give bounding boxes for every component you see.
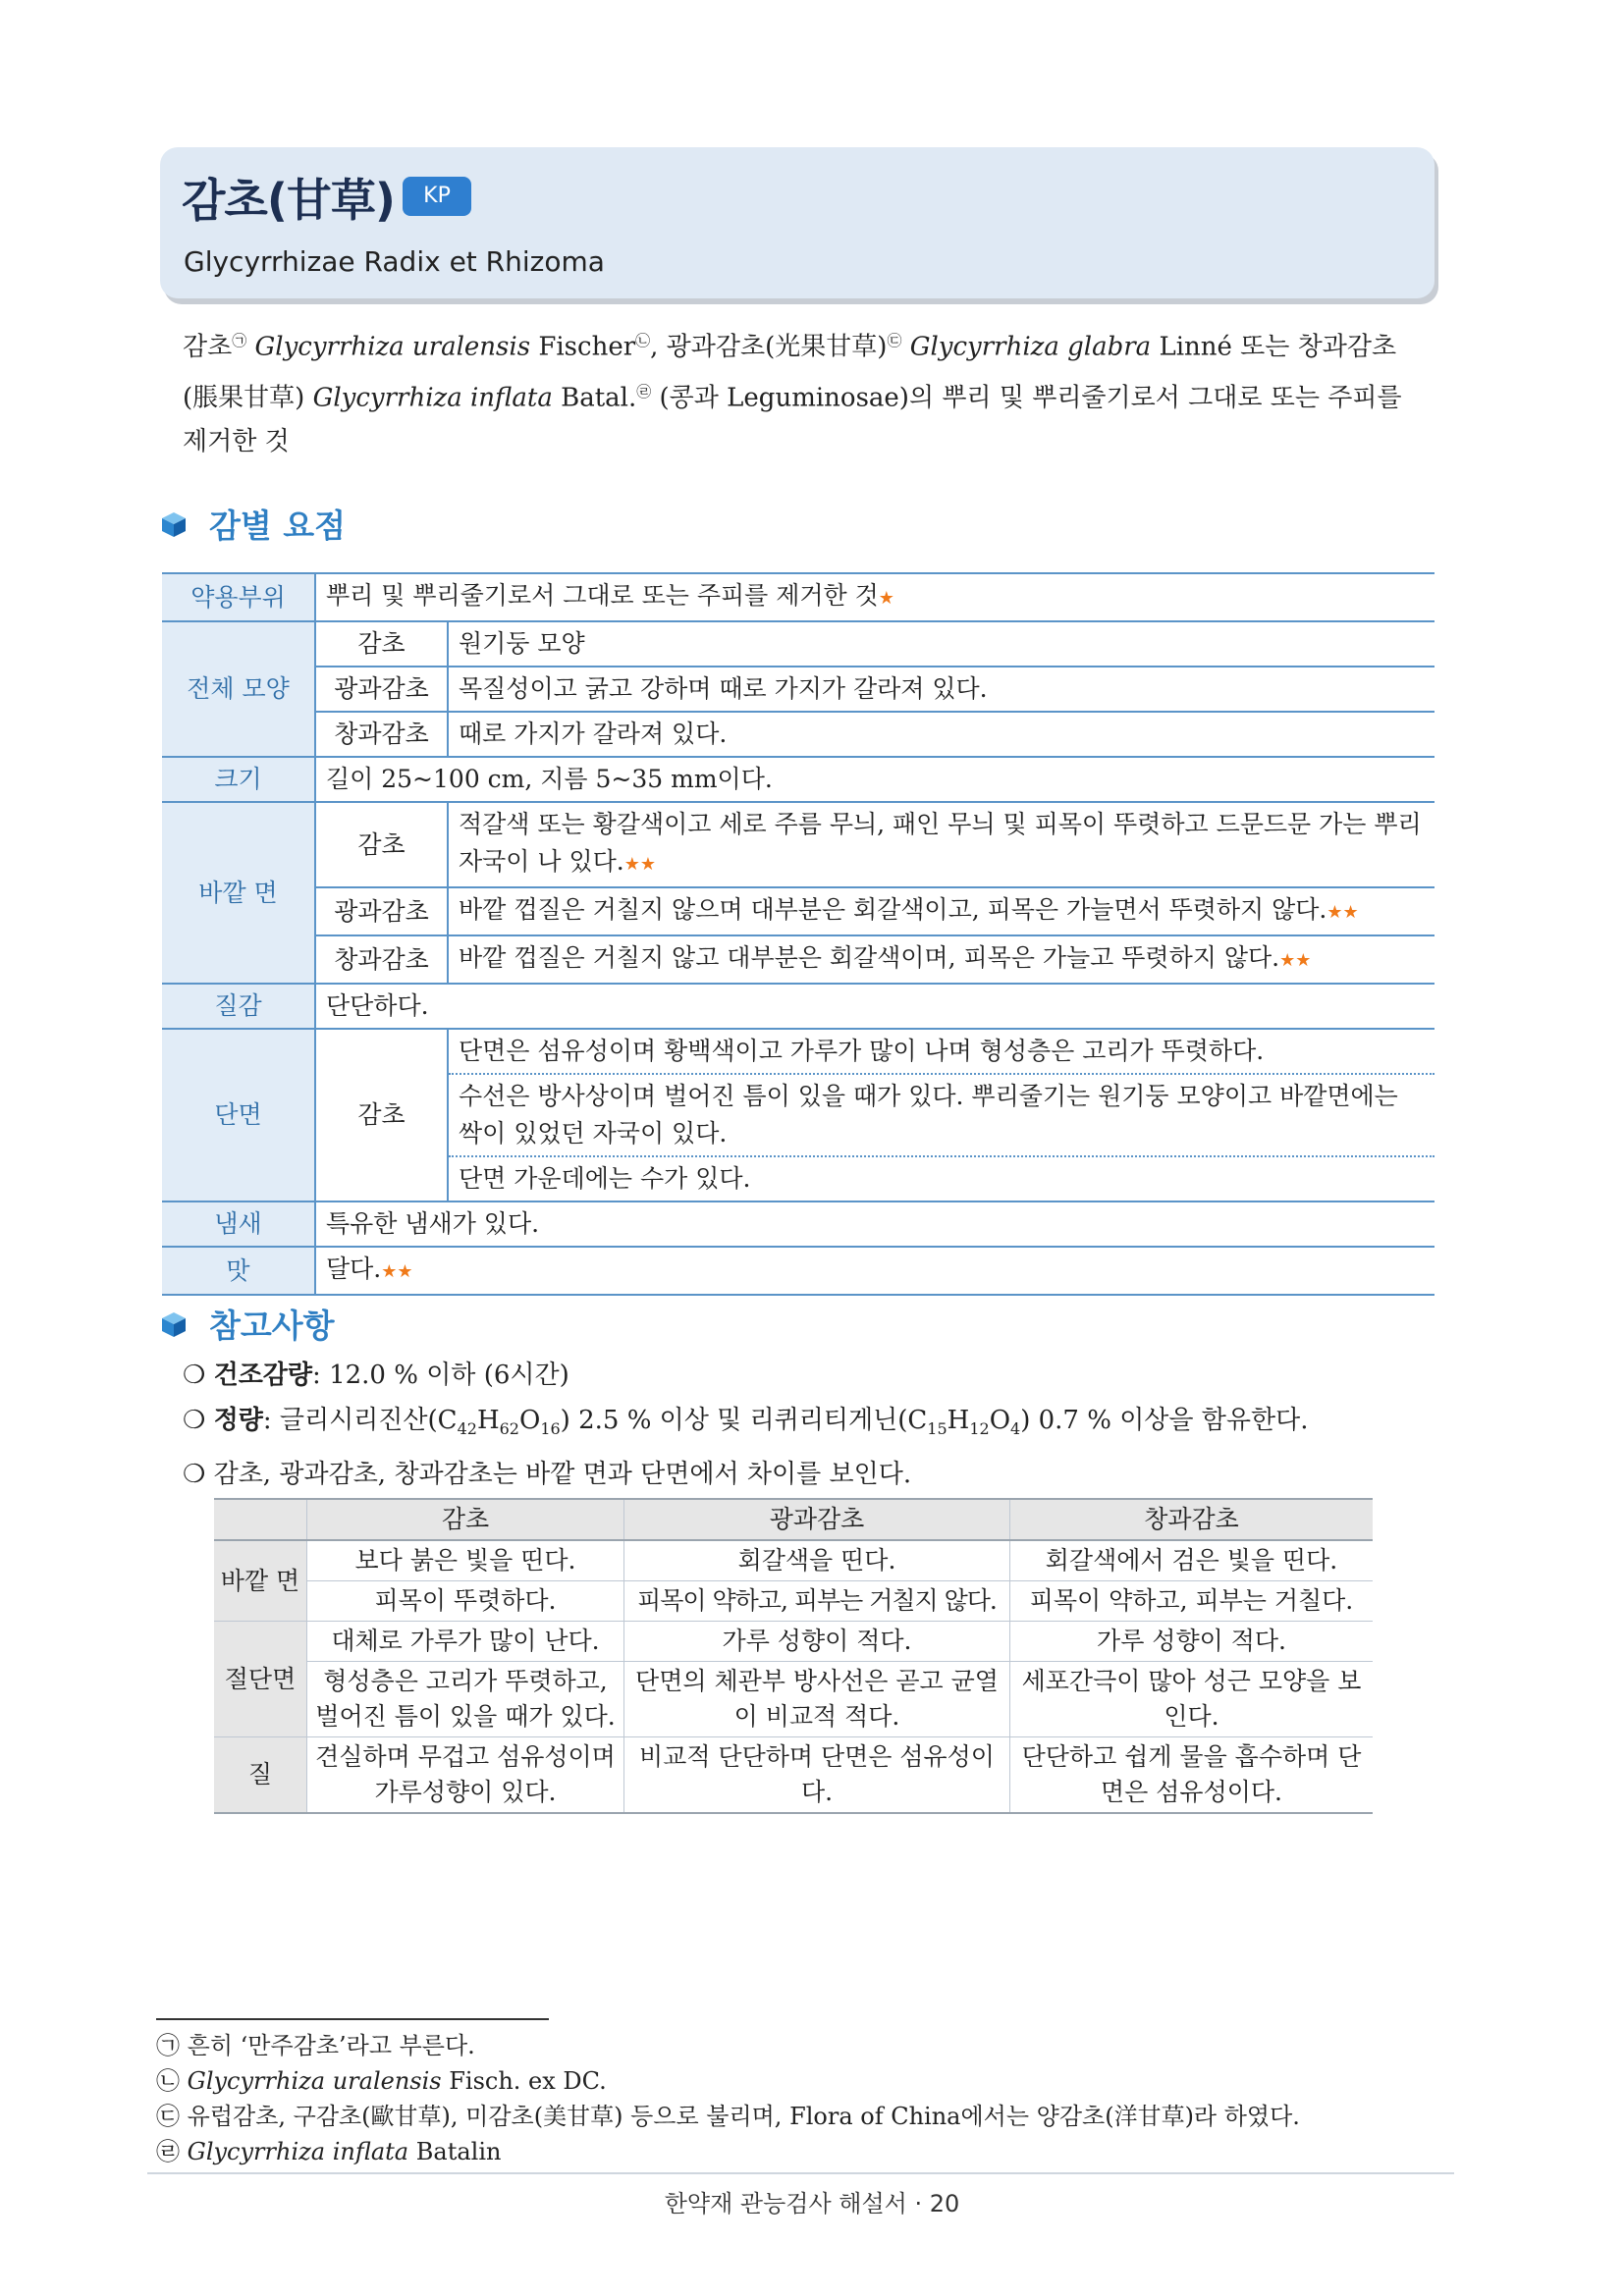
table-row [162,573,1435,621]
table-cell: 피목이 약하고, 피부는 거칠다. [1010,1581,1374,1622]
row-value: 단단하다. [315,984,1435,1029]
row-label: 질감 [162,984,315,1029]
star-icon: ★★ [623,854,657,875]
footnotes [156,2028,1300,2169]
sub-label: 감초 [315,1029,448,1201]
table-cell: 회갈색에서 검은 빛을 띤다. [1010,1540,1374,1581]
row-value: 단면 가운데에는 수가 있다. [448,1156,1435,1201]
table-row [162,1247,1435,1295]
table-row [162,984,1435,1029]
intro-paragraph: 감초㉠ Glycyrrhiza uralensis Fischer㉡, 광과감초(光果甘草)㉢ Glycyrrhiza glabra Linné 또는 창과감초(脹果甘草) Glycyrrhiza inflata Batal.㉣ (콩과 Leguminosae)의 뿌리 및 뿌리줄기로서 그대로 또는 주피를 제거한 것 [183,332,1402,457]
table-row [162,712,1435,757]
table-cell: 형성층은 고리가 뚜렷하고, 벌어진 틈이 있을 때가 있다. [307,1662,624,1737]
section-title-identification: 감별 요점 [209,507,347,545]
table-cell: 회갈색을 띤다. [624,1540,1010,1581]
title-banner [160,147,1435,298]
note-assay: ❍ 정량: 글리시리진산$(C_{42}H_{62}O_{16})$ 2.5 % 이상 및 리퀴리티게닌$(C_{15}H_{12}O_4)$ 0.7 % 이상을 함유한다. [183,1406,1309,1439]
column-header: 창과감초 [1010,1499,1374,1540]
star-icon: ★★ [381,1261,413,1282]
table-header-row [214,1499,1373,1540]
table-cell: 보다 붉은 빛을 띤다. [307,1540,624,1581]
footnote: ㉢ 유럽감초, 구감초(歐甘草), 미감초(美甘草) 등으로 불리며, Flora of China에서는 양감초(洋甘草)라 하였다. [156,2103,1300,2130]
sub-label: 광과감초 [315,887,448,935]
column-header: 감초 [307,1499,624,1540]
table-row [214,1581,1373,1622]
sub-label: 감초 [315,621,448,667]
row-label: 단면 [162,1029,315,1201]
footnote-divider [156,2018,549,2020]
comparison-table [214,1498,1373,1814]
table-cell: 피목이 뚜렷하다. [307,1581,624,1622]
table-row [162,802,1435,887]
row-label: 바깥 면 [162,802,315,984]
identification-table [162,572,1435,1296]
table-row [162,1029,1435,1074]
section-title-reference: 참고사항 [209,1307,335,1345]
footnote: ㉡ Glycyrrhiza uralensis Fisch. ex DC. [156,2067,607,2095]
row-header: 절단면 [214,1622,307,1737]
row-label: 맛 [162,1247,315,1295]
table-cell: 세포간극이 많아 성근 모양을 보인다. [1010,1662,1374,1737]
table-row [162,757,1435,802]
kp-badge: KP [403,177,471,216]
section-identification [160,501,346,547]
table-cell: 견실하며 무겁고 섬유성이며 가루성향이 있다. [307,1737,624,1814]
section-reference [160,1301,335,1347]
table-cell: 가루 성향이 적다. [1010,1622,1374,1662]
table-cell: 가루 성향이 적다. [624,1622,1010,1662]
footnote: ㉠ 흔히 ‘만주감초’라고 부른다. [156,2032,475,2059]
row-value: 달다.★★ [315,1247,1435,1295]
row-header: 질 [214,1737,307,1814]
sub-label: 광과감초 [315,667,448,712]
table-cell: 피목이 약하고, 피부는 거칠지 않다. [624,1581,1010,1622]
table-row [214,1540,1373,1581]
row-header: 바깥 면 [214,1540,307,1622]
reference-notes [183,1353,1309,1497]
row-label: 약용부위 [162,573,315,621]
star-icon: ★★ [1279,950,1312,971]
row-value: 특유한 냄새가 있다. [315,1201,1435,1247]
table-cell: 단단하고 쉽게 물을 흡수하며 단면은 섬유성이다. [1010,1737,1374,1814]
table-cell: 비교적 단단하며 단면은 섬유성이다. [624,1737,1010,1814]
page-footer: 한약재 관능검사 해설서 · 20 [664,2190,960,2217]
sub-label: 창과감초 [315,935,448,984]
latin-name: Glycyrrhizae Radix et Rhizoma [184,245,605,278]
table-cell: 단면의 체관부 방사선은 곧고 균열이 비교적 적다. [624,1662,1010,1737]
table-row [162,1201,1435,1247]
sub-label: 창과감초 [315,712,448,757]
table-row [162,887,1435,935]
footer-divider [147,2172,1454,2174]
table-cell: 대체로 가루가 많이 난다. [307,1622,624,1662]
row-value: 적갈색 또는 황갈색이고 세로 주름 무늬, 패인 무늬 및 피목이 뚜렷하고 드문드문 가는 뿌리 자국이 나 있다.★★ [448,802,1435,887]
table-row [214,1622,1373,1662]
row-label: 크기 [162,757,315,802]
cube-icon [160,510,188,538]
row-value: 바깥 껍질은 거칠지 않고 대부분은 회갈색이며, 피목은 가늘고 뚜렷하지 않다.★★ [448,935,1435,984]
row-value: 목질성이고 굵고 강하며 때로 가지가 갈라져 있다. [448,667,1435,712]
page-title: 감초(甘草) [182,174,395,227]
cube-icon [160,1310,188,1338]
note-drying-loss: ❍ 건조감량: 12.0 % 이하 (6시간) [183,1361,569,1390]
row-value: 단면은 섬유성이며 황백색이고 가루가 많이 나며 형성층은 고리가 뚜렷하다. [448,1029,1435,1074]
note-difference: ❍ 감초, 광과감초, 창과감초는 바깥 면과 단면에서 차이를 보인다. [183,1460,912,1490]
sub-label: 감초 [315,802,448,887]
table-row [214,1737,1373,1814]
row-label: 전체 모양 [162,621,315,757]
header-empty [214,1499,307,1540]
row-label: 냄새 [162,1201,315,1247]
table-row [162,935,1435,984]
table-row [162,667,1435,712]
footnote: ㉣ Glycyrrhiza inflata Batalin [156,2138,502,2165]
row-value: 뿌리 및 뿌리줄기로서 그대로 또는 주피를 제거한 것★ [315,573,1435,621]
row-value: 길이 25~100 cm, 지름 5~35 mm이다. [315,757,1435,802]
row-value: 바깥 껍질은 거칠지 않으며 대부분은 회갈색이고, 피목은 가늘면서 뚜렷하지 않다.★★ [448,887,1435,935]
table-row [162,621,1435,667]
column-header: 광과감초 [624,1499,1010,1540]
table-row [214,1662,1373,1737]
star-icon: ★ [878,588,894,609]
row-value: 수선은 방사상이며 벌어진 틈이 있을 때가 있다. 뿌리줄기는 원기둥 모양이고 바깥면에는 싹이 있었던 자국이 있다. [448,1074,1435,1156]
row-value: 때로 가지가 갈라져 있다. [448,712,1435,757]
row-value: 원기둥 모양 [448,621,1435,667]
star-icon: ★★ [1326,902,1359,923]
